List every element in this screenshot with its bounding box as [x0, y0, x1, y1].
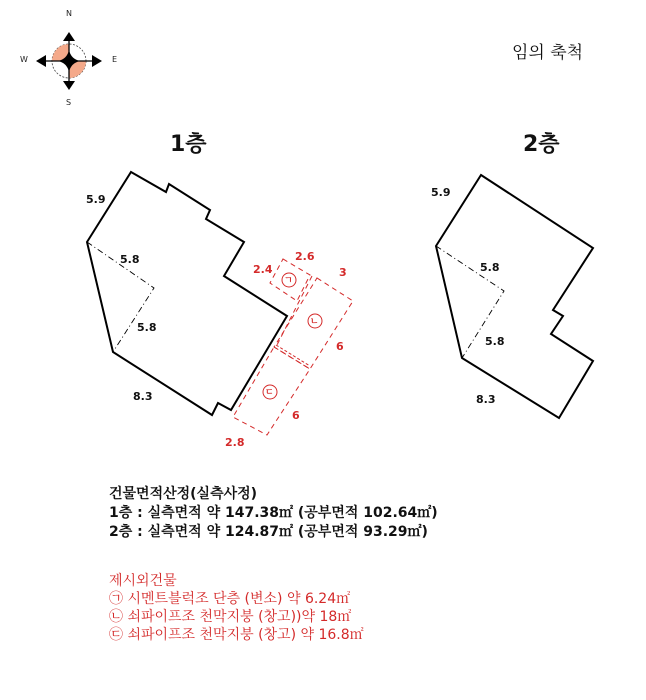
annex-a-symbol: ㄱ: [284, 276, 293, 286]
annex-b-dim-length: 6: [336, 340, 344, 353]
extra-building-item: ㉡ 쇠파이프조 천막지붕 (창고))약 18㎡: [109, 609, 352, 625]
extra-buildings-title: 제시외건물: [109, 573, 177, 589]
floor1-dim-diag-lower: 5.8: [137, 321, 157, 334]
compass-west-label: W: [20, 55, 28, 64]
compass-icon: [36, 32, 102, 90]
area-summary: [109, 485, 438, 542]
compass-east-label: E: [112, 55, 118, 64]
annex-c-dim-length: 6: [292, 409, 300, 422]
floor2-dim-top-left: 5.9: [431, 186, 451, 199]
annex-c-dim-width: 2.8: [225, 436, 245, 449]
floor1-dim-diag-upper: 5.8: [120, 253, 140, 266]
floor2-dim-diag-upper: 5.8: [480, 261, 500, 274]
floor1-dim-top-left: 5.9: [86, 193, 106, 206]
scale-note: 임의 축척: [512, 43, 584, 63]
annex-b-symbol: ㄴ: [310, 317, 319, 327]
compass-north-label: N: [66, 9, 72, 18]
floor2-outline: [436, 175, 593, 418]
annex-c-symbol: ㄷ: [265, 388, 274, 398]
extra-building-item: ㉠ 시멘트블럭조 단층 (변소) 약 6.24㎡: [109, 591, 351, 607]
annex-symbols: [263, 273, 322, 399]
area-summary-title: 건물면적산정(실측사정): [109, 486, 258, 502]
floor2-title: 2층: [523, 132, 560, 157]
floor1-title: 1층: [170, 132, 207, 157]
floor1-dim-bottom: 8.3: [133, 390, 153, 403]
floor2-dim-diag-lower: 5.8: [485, 335, 505, 348]
area-summary-line-floor1: 1층 : 실측면적 약 147.38㎡ (공부면적 102.64㎡): [109, 505, 438, 521]
area-summary-line-floor2: 2층 : 실측면적 약 124.87㎡ (공부면적 93.29㎡): [109, 524, 428, 540]
annex-a-dim-width: 2.4: [253, 263, 273, 276]
floor2-dim-bottom: 8.3: [476, 393, 496, 406]
floor1-outline: [87, 172, 287, 415]
annex-b-dim-width: 3: [339, 266, 347, 279]
extra-buildings: [109, 572, 364, 644]
extra-building-item: ㉢ 쇠파이프조 천막지붕 (창고) 약 16.8㎡: [109, 627, 364, 643]
compass-south-label: S: [66, 98, 72, 107]
annex-a-dim-height: 2.6: [295, 250, 315, 263]
